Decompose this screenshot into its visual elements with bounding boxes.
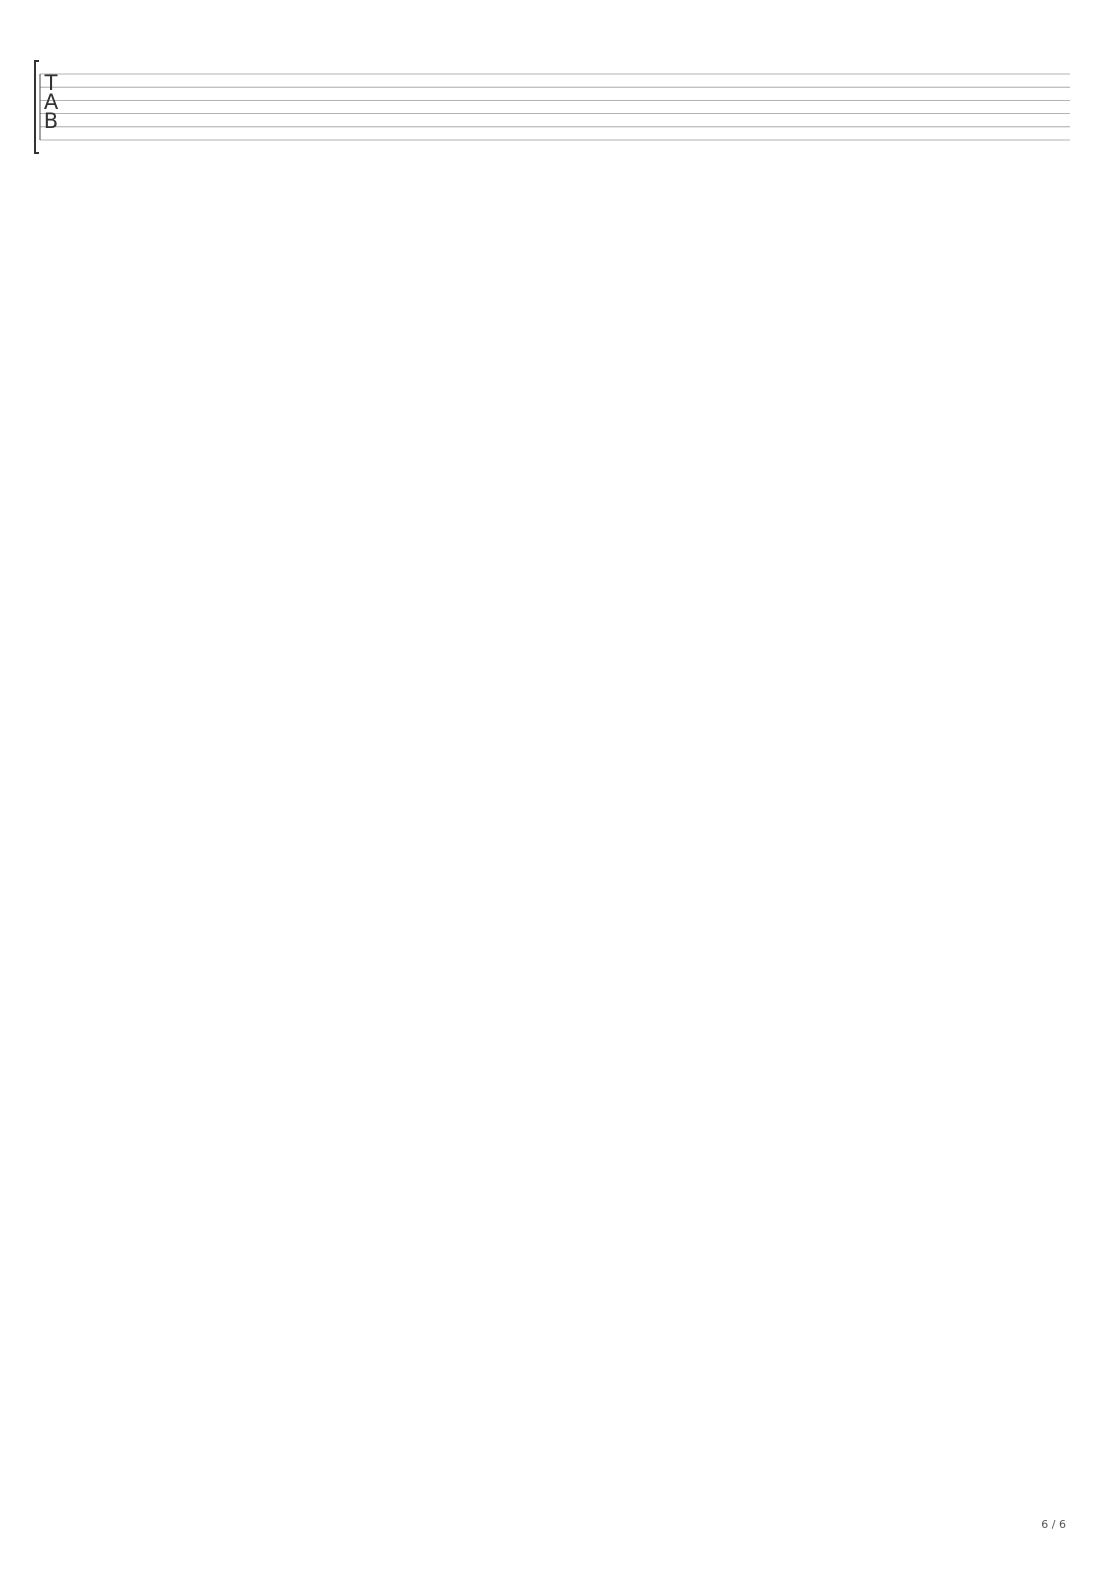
page-number: 6 / 6 [1041, 1518, 1066, 1531]
tab-clef-letter: B [43, 109, 59, 133]
system-bracket [35, 61, 39, 153]
tab-clef-letter: A [43, 90, 59, 114]
tab-clef-letter: T [44, 71, 58, 95]
